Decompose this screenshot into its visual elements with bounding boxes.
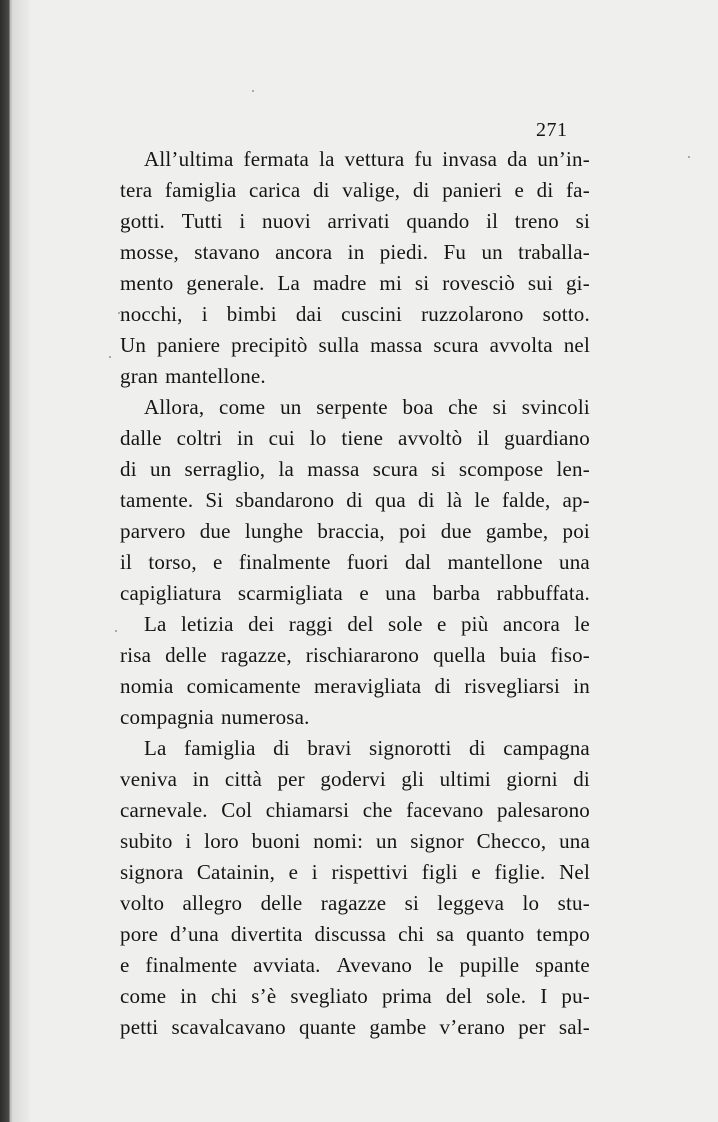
word: Allora,: [144, 395, 205, 419]
word: pupille: [459, 953, 520, 977]
word: sotto.: [542, 302, 590, 326]
word: famiglia: [184, 736, 256, 760]
word: stavano: [194, 240, 260, 264]
text-line: [120, 454, 590, 485]
word: un’in-: [537, 147, 590, 171]
word: bimbi: [226, 302, 277, 326]
word: v’erano: [439, 1015, 506, 1039]
word: fu: [414, 147, 433, 171]
word: madre: [313, 271, 367, 295]
word: subito: [120, 829, 173, 853]
word: la: [278, 457, 295, 481]
word: ancora: [275, 240, 333, 264]
word: scarmigliata: [237, 581, 343, 605]
text-line: [120, 485, 590, 516]
word: capigliatura: [120, 581, 222, 605]
text-line: [120, 795, 590, 826]
word: e: [213, 550, 223, 574]
word: dai: [295, 302, 323, 326]
word: finalmente: [145, 953, 238, 977]
word: di: [120, 457, 137, 481]
word: letizia: [180, 612, 234, 636]
word: mosse,: [120, 240, 179, 264]
word: il: [477, 426, 490, 450]
word: giorni: [506, 767, 558, 791]
word: Nel: [559, 860, 590, 884]
word: precipitò: [231, 333, 308, 357]
word: loro: [204, 829, 239, 853]
paper-speck: [688, 156, 690, 158]
word: famiglia: [164, 178, 237, 202]
word: e: [288, 860, 299, 884]
text-line: [120, 609, 590, 640]
word: in: [573, 674, 590, 698]
word: lunghe: [244, 519, 304, 543]
word: figli: [421, 860, 458, 884]
word: spante: [535, 953, 590, 977]
word: gli: [401, 767, 425, 791]
word: un: [280, 395, 302, 419]
word: un: [149, 457, 172, 481]
word: All’ultima: [144, 147, 234, 171]
word: massa: [370, 333, 423, 357]
word: tamente.: [120, 488, 194, 512]
text-line: [120, 206, 590, 237]
word: e: [120, 953, 130, 977]
word: compagnia: [120, 705, 214, 729]
word: nomia: [120, 674, 174, 698]
word: massa: [307, 457, 360, 481]
text-line: [120, 516, 590, 547]
word: delle: [260, 891, 303, 915]
word: del: [445, 984, 473, 1008]
word: sbandarono: [235, 488, 335, 512]
text-line: [120, 237, 590, 268]
paper-speck: [109, 356, 111, 358]
word: serraglio,: [184, 457, 266, 481]
word: d’una: [170, 922, 219, 946]
word: sa: [436, 922, 455, 946]
word: le: [474, 488, 490, 512]
word: Si: [205, 488, 224, 512]
word: una: [385, 581, 417, 605]
word: valige,: [342, 178, 401, 202]
paper-speck: [252, 90, 254, 92]
text-line: [120, 857, 590, 888]
word: scura: [372, 457, 419, 481]
word: quante: [299, 1015, 357, 1039]
word: leggeva: [437, 891, 505, 915]
word: treno: [514, 209, 559, 233]
word: fuori: [346, 550, 389, 574]
word: chi: [398, 922, 425, 946]
word: sui: [527, 271, 554, 295]
word: ancora: [502, 612, 560, 636]
word: figlie.: [494, 860, 546, 884]
word: e: [359, 581, 369, 605]
word: di: [417, 488, 435, 512]
word: raggi: [288, 612, 333, 636]
word: svegliato: [290, 984, 368, 1008]
word: divertita: [230, 922, 303, 946]
word: barba: [432, 581, 481, 605]
word: sole: [387, 612, 423, 636]
word: nuovi: [262, 209, 311, 233]
paper-speck: [115, 630, 117, 632]
word: gotti.: [120, 209, 165, 233]
word: cuscini: [341, 302, 403, 326]
text-line: [120, 671, 590, 702]
word: che: [362, 798, 393, 822]
word: di: [346, 488, 363, 512]
text-line: [120, 1012, 590, 1043]
word: bravi: [307, 736, 352, 760]
word: campagna: [503, 736, 590, 760]
word: per: [518, 1015, 546, 1039]
text-line: [120, 981, 590, 1012]
word: in: [347, 240, 365, 264]
word: len-: [556, 457, 590, 481]
word: rispettivi: [331, 860, 409, 884]
paper-speck: [118, 312, 120, 314]
word: finalmente: [238, 550, 331, 574]
word: avviata.: [253, 953, 321, 977]
word: falde,: [501, 488, 551, 512]
word: i: [185, 829, 192, 853]
word: quando: [406, 209, 470, 233]
text-line: [120, 144, 590, 175]
word: di: [468, 736, 486, 760]
word: fiso-: [550, 643, 590, 667]
word: il: [486, 209, 499, 233]
word: carica: [249, 178, 301, 202]
word: Tutti: [181, 209, 223, 233]
word: fa-: [565, 178, 590, 202]
word: nel: [563, 333, 590, 357]
word: come: [120, 984, 167, 1008]
word: scavalcavano: [171, 1015, 286, 1039]
word: La: [144, 736, 167, 760]
word: gi-: [565, 271, 590, 295]
word: poi: [562, 519, 590, 543]
word: di: [273, 736, 290, 760]
word: e: [471, 860, 481, 884]
word: discussa: [314, 922, 387, 946]
word: i: [311, 860, 318, 884]
word: le: [574, 612, 590, 636]
text-line: [120, 268, 590, 299]
word: boa: [402, 395, 434, 419]
word: là: [446, 488, 463, 512]
body-text: [120, 144, 590, 1043]
word: panieri: [442, 178, 502, 202]
word: risa: [120, 643, 152, 667]
word: sulla: [318, 333, 360, 357]
word: un: [376, 829, 398, 853]
word: godervi: [320, 767, 386, 791]
word: fermata: [243, 147, 310, 171]
text-line: [120, 392, 590, 423]
word: Un: [120, 333, 147, 357]
word: coltri: [176, 426, 223, 450]
word: torso,: [148, 550, 197, 574]
word: come: [219, 395, 266, 419]
word: tiene: [341, 426, 384, 450]
word: in: [237, 426, 254, 450]
book-gutter-shadow: [0, 0, 30, 1122]
word: gambe: [369, 1015, 427, 1039]
word: piedi.: [379, 240, 429, 264]
word: signor: [410, 829, 464, 853]
word: delle: [165, 643, 207, 667]
word: più: [460, 612, 489, 636]
word: ragazze,: [220, 643, 292, 667]
word: e: [437, 612, 447, 636]
text-line: [120, 361, 590, 392]
word: risvegliarsi: [464, 674, 561, 698]
word: gambe,: [485, 519, 549, 543]
word: prima: [381, 984, 432, 1008]
word: Avevano: [336, 953, 413, 977]
text-line: [120, 330, 590, 361]
word: le: [428, 953, 444, 977]
word: paniere: [157, 333, 221, 357]
word: lo: [309, 426, 327, 450]
word: signora: [120, 860, 184, 884]
word: il: [120, 550, 133, 574]
word: Checco,: [476, 829, 547, 853]
word: buoni: [251, 829, 301, 853]
word: dalle: [120, 426, 162, 450]
word: mantellone: [447, 550, 543, 574]
word: i: [239, 209, 246, 233]
word: Fu: [443, 240, 467, 264]
text-line: [120, 888, 590, 919]
word: invasa: [442, 147, 498, 171]
word: una: [559, 550, 590, 574]
text-line: [120, 423, 590, 454]
word: volto: [120, 891, 165, 915]
word: tera: [120, 178, 153, 202]
word: guardiano: [504, 426, 590, 450]
word: di: [536, 178, 554, 202]
word: ap-: [562, 488, 590, 512]
word: facevano: [406, 798, 484, 822]
word: qua: [375, 488, 406, 512]
word: buia: [499, 643, 537, 667]
page-number: 271: [536, 119, 568, 141]
word: in: [180, 984, 198, 1008]
word: si: [492, 395, 508, 419]
text-line: [120, 950, 590, 981]
text-line: [120, 764, 590, 795]
word: rabbuffata.: [496, 581, 590, 605]
text-line: [120, 702, 590, 733]
word: generale.: [186, 271, 265, 295]
word: carnevale.: [120, 798, 208, 822]
word: pu-: [561, 984, 590, 1008]
word: la: [319, 147, 335, 171]
word: sole.: [486, 984, 527, 1008]
text-line: [120, 733, 590, 764]
word: poi: [399, 519, 427, 543]
word: pore: [120, 922, 159, 946]
word: ragazze: [320, 891, 387, 915]
word: mento: [120, 271, 174, 295]
word: di: [412, 178, 430, 202]
word: quella: [433, 643, 486, 667]
word: s’è: [251, 984, 277, 1008]
word: nomi:: [313, 829, 364, 853]
word: città: [224, 767, 262, 791]
word: si: [414, 271, 430, 295]
word: si: [404, 891, 420, 915]
word: rischiararono: [305, 643, 420, 667]
word: meravigliata: [313, 674, 422, 698]
word: cui: [268, 426, 295, 450]
word: stu-: [557, 891, 590, 915]
word: veniva: [120, 767, 178, 791]
word: di: [434, 674, 452, 698]
word: dal: [404, 550, 432, 574]
word: La: [144, 612, 167, 636]
text-line: [120, 175, 590, 206]
word: Catainin,: [196, 860, 276, 884]
word: si: [431, 457, 446, 481]
word: quanto: [466, 922, 525, 946]
word: avvoltò: [397, 426, 463, 450]
word: due: [440, 519, 472, 543]
text-line: [120, 547, 590, 578]
word: per: [277, 767, 305, 791]
word: La: [277, 271, 301, 295]
text-line: [120, 919, 590, 950]
word: un: [481, 240, 503, 264]
text-line: [120, 578, 590, 609]
word: comicamente: [186, 674, 301, 698]
word: di: [312, 178, 330, 202]
word: signorotti: [368, 736, 452, 760]
word: serpente: [316, 395, 388, 419]
word: petti: [120, 1015, 159, 1039]
word: scompose: [458, 457, 544, 481]
word: mi: [379, 271, 402, 295]
word: chiamarsi: [265, 798, 350, 822]
word: allegro: [182, 891, 243, 915]
word: palesarono: [497, 798, 590, 822]
word: vettura: [344, 147, 405, 171]
word: lo: [522, 891, 540, 915]
word: del: [347, 612, 374, 636]
word: da: [507, 147, 528, 171]
word: di: [573, 767, 590, 791]
word: tempo: [536, 922, 590, 946]
word: due: [199, 519, 231, 543]
word: braccia,: [317, 519, 385, 543]
word: una: [559, 829, 590, 853]
word: scura: [433, 333, 479, 357]
word: arrivati: [327, 209, 390, 233]
word: svincoli: [521, 395, 590, 419]
word: chi: [211, 984, 238, 1008]
text-line: [120, 299, 590, 330]
word: numerosa.: [220, 705, 310, 729]
word: e: [514, 178, 525, 202]
word: dei: [248, 612, 275, 636]
word: avvolta: [489, 333, 553, 357]
word: I: [540, 984, 548, 1008]
word: i: [201, 302, 208, 326]
word: che: [448, 395, 478, 419]
text-line: [120, 640, 590, 671]
word: ruzzolarono: [421, 302, 524, 326]
word: parvero: [120, 519, 186, 543]
word: in: [192, 767, 210, 791]
word: traballa-: [518, 240, 590, 264]
word: rovesciò: [442, 271, 515, 295]
word: nocchi,: [120, 302, 183, 326]
word: si: [575, 209, 590, 233]
word: mantellone.: [165, 364, 266, 388]
word: Col: [221, 798, 253, 822]
word: gran: [120, 364, 159, 388]
text-line: [120, 826, 590, 857]
word: sal-: [558, 1015, 590, 1039]
word: ultimi: [439, 767, 491, 791]
